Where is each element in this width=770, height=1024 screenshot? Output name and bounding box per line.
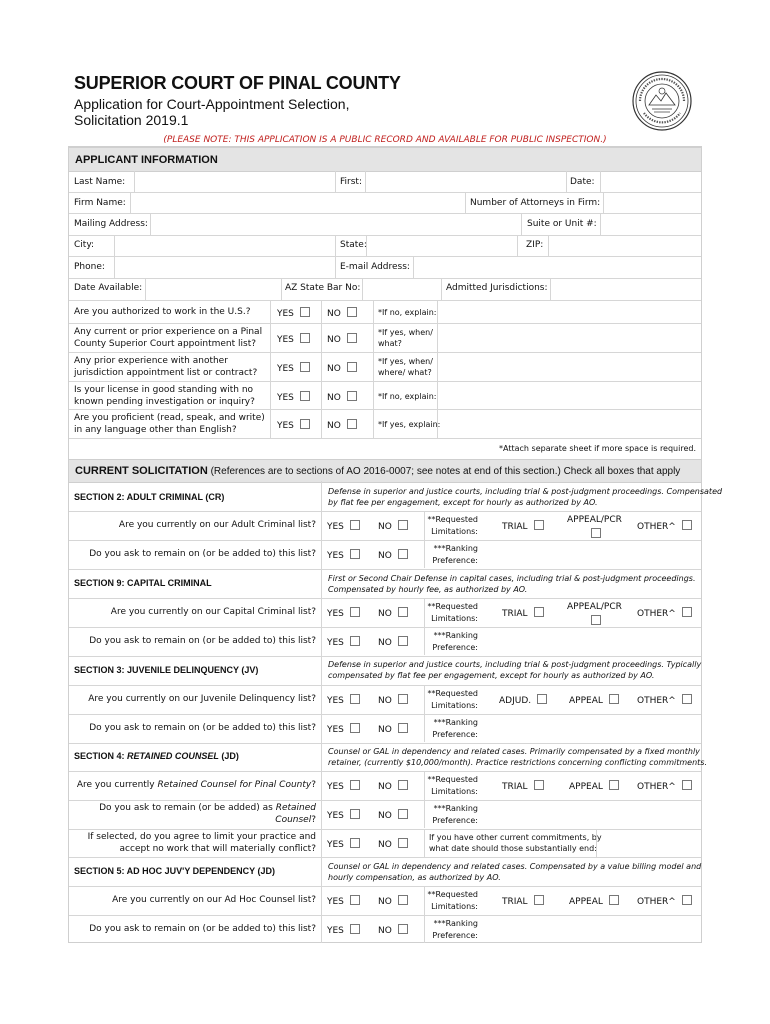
yes-option: YES	[327, 780, 360, 793]
section-3-remain-question: Do you ask to remain on (or be added to) this list?	[89, 723, 316, 733]
no-option: NO	[378, 549, 408, 562]
no-checkbox[interactable]	[347, 333, 357, 343]
requested-limitations-label-1: **Requested	[427, 775, 478, 784]
current-solicitation-header	[69, 459, 701, 483]
explain-note: *If yes, explain:	[378, 420, 441, 429]
section-3-title: SECTION 3: JUVENILE DELINQUENCY (JV)	[74, 665, 259, 675]
no-option: NO	[378, 809, 408, 822]
subtitle-line-1: Application for Court-Appointment Selection,	[74, 96, 350, 112]
section-9-remain-question: Do you ask to remain on (or be added to) this list?	[89, 636, 316, 646]
no-option: NO	[327, 307, 357, 320]
yes-checkbox[interactable]	[350, 924, 360, 934]
ranking-preference-label-2: Preference:	[432, 643, 478, 652]
appeal-pcr-option: APPEAL/PCR	[567, 602, 622, 612]
no-option: NO	[327, 419, 357, 432]
trial-option: TRIAL	[502, 895, 544, 908]
requested-limitations-label-2: Limitations:	[431, 614, 478, 623]
applicant-information-header	[69, 147, 701, 172]
no-checkbox[interactable]	[398, 520, 408, 530]
other-checkbox[interactable]	[682, 895, 692, 905]
date-available-field[interactable]	[145, 279, 282, 300]
no-checkbox[interactable]	[347, 391, 357, 401]
last-name-field[interactable]	[134, 171, 336, 192]
section-4-desc-line2: retainer, (currently $10,000/month). Practice restrictions concerning conflicting commitments.	[328, 758, 707, 767]
no-option: NO	[327, 391, 357, 404]
no-option: NO	[378, 838, 408, 851]
no-option: NO	[378, 520, 408, 533]
requested-limitations-label-2: Limitations:	[431, 701, 478, 710]
jurisdictions-label: Admitted Jurisdictions:	[446, 283, 548, 293]
explain-note-line1: *If yes, when/	[378, 328, 433, 337]
no-checkbox[interactable]	[398, 636, 408, 646]
requested-limitations-label-1: **Requested	[427, 515, 478, 524]
yes-option: YES	[327, 838, 360, 851]
no-checkbox[interactable]	[347, 419, 357, 429]
requested-limitations-label-1: **Requested	[427, 689, 478, 698]
other-checkbox[interactable]	[682, 607, 692, 617]
no-checkbox[interactable]	[398, 924, 408, 934]
trial-option: TRIAL	[502, 780, 544, 793]
public-record-notice: (PLEASE NOTE: THIS APPLICATION IS A PUBLIC RECORD AND AVAILABLE FOR PUBLIC INSPECTION.)	[163, 135, 607, 145]
yes-checkbox[interactable]	[300, 391, 310, 401]
no-checkbox[interactable]	[347, 362, 357, 372]
appeal-checkbox[interactable]	[609, 895, 619, 905]
yes-checkbox[interactable]	[300, 333, 310, 343]
section-5-desc-line1: Counsel or GAL in dependency and related cases. Compensated by a value billing model and	[328, 862, 702, 871]
no-option: NO	[378, 895, 408, 908]
yes-checkbox[interactable]	[350, 694, 360, 704]
yes-option: YES	[277, 362, 310, 375]
phone-label: Phone:	[74, 262, 105, 272]
explain-note: *If no, explain:	[378, 392, 437, 401]
yes-checkbox[interactable]	[350, 809, 360, 819]
first-name-field[interactable]	[365, 171, 567, 192]
section-5-desc-line2: hourly compensation, as authorized by AO.	[328, 873, 501, 882]
trial-option: TRIAL	[502, 607, 544, 620]
no-checkbox[interactable]	[398, 723, 408, 733]
explain-note-line1: *If yes, when/	[378, 357, 433, 366]
bar-number-label: AZ State Bar No:	[285, 283, 361, 293]
yes-option: YES	[327, 520, 360, 533]
section-4-remain-question-line1: Do you ask to remain (or be added) as Retained	[99, 803, 316, 813]
date-label: Date:	[570, 177, 595, 187]
question-other-jurisdiction-line2: jurisdiction appointment list or contract?	[74, 368, 258, 378]
date-field[interactable]	[600, 171, 702, 192]
yes-checkbox[interactable]	[300, 362, 310, 372]
appeal-option: APPEAL	[569, 694, 619, 707]
other-option: OTHER^	[637, 694, 692, 707]
question-language-line2: in any language other than English?	[74, 425, 237, 435]
yes-checkbox[interactable]	[350, 636, 360, 646]
other-checkbox[interactable]	[682, 694, 692, 704]
page-title: SUPERIOR COURT OF PINAL COUNTY	[74, 73, 401, 93]
jurisdictions-field[interactable]	[550, 279, 702, 300]
trial-checkbox[interactable]	[534, 780, 544, 790]
no-option: NO	[378, 607, 408, 620]
date-available-label: Date Available:	[74, 283, 143, 293]
mailing-address-label: Mailing Address:	[74, 219, 148, 229]
no-checkbox[interactable]	[398, 838, 408, 848]
section-2-remain-question: Do you ask to remain on (or be added to) this list?	[89, 549, 316, 559]
commitments-note-line2: what date should those substantially end:	[429, 844, 597, 853]
appeal-option: APPEAL	[569, 895, 619, 908]
question-license-standing-line2: known pending investigation or inquiry?	[74, 397, 255, 407]
zip-field[interactable]	[548, 236, 702, 256]
yes-checkbox[interactable]	[350, 607, 360, 617]
attach-sheet-note: *Attach separate sheet if more space is required.	[499, 444, 696, 453]
no-checkbox[interactable]	[398, 694, 408, 704]
no-option: NO	[378, 924, 408, 937]
suite-field[interactable]	[600, 214, 702, 235]
ranking-preference-label-1: ***Ranking	[433, 544, 478, 553]
yes-option: YES	[327, 723, 360, 736]
no-option: NO	[378, 636, 408, 649]
yes-option: YES	[277, 307, 310, 320]
section-4-title: SECTION 4: RETAINED COUNSEL (JD)	[74, 751, 239, 761]
suite-label: Suite or Unit #:	[527, 219, 597, 229]
trial-checkbox[interactable]	[534, 895, 544, 905]
yes-option: YES	[277, 391, 310, 404]
bar-number-field[interactable]	[362, 279, 442, 300]
no-option: NO	[327, 362, 357, 375]
section-4-limit-question-line1: If selected, do you agree to limit your practice and	[87, 832, 316, 842]
ranking-preference-label-1: ***Ranking	[433, 718, 478, 727]
question-other-jurisdiction-line1: Any prior experience with another	[74, 356, 228, 366]
section-3-current-question: Are you currently on our Juvenile Delinquency list?	[88, 694, 316, 704]
question-license-standing-line1: Is your license in good standing with no	[74, 385, 254, 395]
question-pinal-experience-line1: Any current or prior experience on a Pinal	[74, 327, 263, 337]
firm-name-label: Firm Name:	[74, 198, 126, 208]
commitments-note-line1: If you have other current commitments, by	[429, 833, 602, 842]
section-4-remain-question-line2: Counsel?	[275, 815, 316, 825]
email-label: E-mail Address:	[340, 262, 410, 272]
section-5-current-question: Are you currently on our Ad Hoc Counsel list?	[112, 895, 316, 905]
other-option: OTHER^	[637, 607, 692, 620]
section-2-title: SECTION 2: ADULT CRIMINAL (CR)	[74, 492, 225, 502]
yes-checkbox[interactable]	[350, 723, 360, 733]
solicitation-heading-group	[75, 465, 680, 477]
appeal-pcr-checkbox[interactable]	[591, 528, 601, 538]
adjudication-checkbox[interactable]	[537, 694, 547, 704]
first-name-label: First:	[340, 177, 362, 187]
city-label: City:	[74, 240, 95, 250]
yes-checkbox[interactable]	[350, 520, 360, 530]
section-2-desc-line1: Defense in superior and justice courts, including trial & post-judgment proceedings. Compensated	[328, 487, 723, 496]
ranking-preference-label-1: ***Ranking	[433, 631, 478, 640]
explain-note-line2: where/ what?	[378, 368, 432, 377]
yes-checkbox[interactable]	[350, 780, 360, 790]
appeal-pcr-option: APPEAL/PCR	[567, 515, 622, 525]
appeal-pcr-checkbox[interactable]	[591, 615, 601, 625]
page-subtitle	[74, 96, 494, 128]
requested-limitations-label-1: **Requested	[427, 602, 478, 611]
yes-checkbox[interactable]	[350, 895, 360, 905]
yes-option: YES	[277, 333, 310, 346]
trial-checkbox[interactable]	[534, 520, 544, 530]
no-checkbox[interactable]	[398, 780, 408, 790]
other-checkbox[interactable]	[682, 780, 692, 790]
question-language-line1: Are you proficient (read, speak, and write)	[74, 413, 265, 423]
arizona-seal-icon	[632, 71, 692, 131]
yes-option: YES	[327, 924, 360, 937]
ranking-preference-label-1: ***Ranking	[433, 804, 478, 813]
section-3-desc-line2: compensated by flat fee per engagement, except for hourly as authorized by AO.	[328, 671, 655, 680]
appeal-option: APPEAL	[569, 780, 619, 793]
other-checkbox[interactable]	[682, 520, 692, 530]
requested-limitations-label-2: Limitations:	[431, 527, 478, 536]
mailing-address-field[interactable]	[150, 214, 522, 235]
applicant-heading: APPLICANT INFORMATION	[75, 154, 218, 166]
section-9-desc-line2: Compensated by hourly fee, as authorized by AO.	[328, 585, 528, 594]
yes-option: YES	[327, 607, 360, 620]
city-field[interactable]	[114, 236, 336, 256]
trial-checkbox[interactable]	[534, 607, 544, 617]
section-9-desc-line1: First or Second Chair Defense in capital cases, including trial & post-judgment proceedings.	[328, 574, 696, 583]
attorneys-label: Number of Attorneys in Firm:	[470, 198, 601, 208]
explain-note: *If no, explain:	[378, 308, 437, 317]
question-pinal-experience-line2: County Superior Court appointment list?	[74, 339, 257, 349]
section-4-limit-question-line2: accept no work that will materially conflict?	[119, 844, 316, 854]
trial-option: TRIAL	[502, 520, 544, 533]
section-2-desc-line2: by flat fee per engagement, except for hourly as authorized by AO.	[328, 498, 598, 507]
requested-limitations-label-2: Limitations:	[431, 787, 478, 796]
no-checkbox[interactable]	[398, 895, 408, 905]
no-checkbox[interactable]	[398, 607, 408, 617]
no-option: NO	[378, 694, 408, 707]
section-9-current-question: Are you currently on our Capital Criminal list?	[110, 607, 316, 617]
section-2-current-question: Are you currently on our Adult Criminal list?	[118, 520, 316, 530]
zip-label: ZIP:	[526, 240, 544, 250]
yes-option: YES	[327, 895, 360, 908]
solicitation-heading-note: (References are to sections of AO 2016-0007; see notes at end of this section.) Check all boxes that apply	[207, 466, 681, 477]
appeal-checkbox[interactable]	[609, 694, 619, 704]
no-option: NO	[378, 723, 408, 736]
section-3-desc-line1: Defense in superior and justice courts, including trial & post-judgment proceedings. Typically	[328, 660, 702, 669]
ranking-preference-label-2: Preference:	[432, 931, 478, 940]
state-label: State:	[340, 240, 367, 250]
email-field[interactable]	[413, 257, 702, 278]
no-option: NO	[378, 780, 408, 793]
no-checkbox[interactable]	[347, 307, 357, 317]
section-5-remain-question: Do you ask to remain on (or be added to) this list?	[89, 924, 316, 934]
phone-field[interactable]	[114, 257, 336, 278]
other-option: OTHER^	[637, 895, 692, 908]
ranking-preference-label-2: Preference:	[432, 730, 478, 739]
attorneys-field[interactable]	[603, 193, 702, 213]
adjudication-option: ADJUD.	[499, 694, 547, 707]
solicitation-heading: CURRENT SOLICITATION	[75, 465, 208, 477]
section-5-title: SECTION 5: AD HOC JUV'Y DEPENDENCY (JD)	[74, 866, 276, 876]
yes-option: YES	[327, 549, 360, 562]
yes-checkbox[interactable]	[350, 838, 360, 848]
section-9-title: SECTION 9: CAPITAL CRIMINAL	[74, 578, 212, 588]
explain-note-line2: what?	[378, 339, 402, 348]
no-checkbox[interactable]	[398, 809, 408, 819]
requested-limitations-label-1: **Requested	[427, 890, 478, 899]
state-field[interactable]	[366, 236, 518, 256]
section-4-current-question: Are you currently Retained Counsel for Pinal County?	[76, 780, 316, 790]
commitments-end-date-field[interactable]	[597, 830, 701, 857]
last-name-label: Last Name:	[74, 177, 126, 187]
subtitle-line-2: Solicitation 2019.1	[74, 112, 189, 128]
no-option: NO	[327, 333, 357, 346]
question-work-authorization: Are you authorized to work in the U.S.?	[74, 307, 251, 317]
yes-option: YES	[327, 809, 360, 822]
firm-name-field[interactable]	[130, 193, 466, 213]
section-4-desc-line1: Counsel or GAL in dependency and related cases. Primarily compensated by a fixed monthly	[328, 747, 700, 756]
other-option: OTHER^	[637, 520, 692, 533]
other-option: OTHER^	[637, 780, 692, 793]
yes-checkbox[interactable]	[300, 419, 310, 429]
ranking-preference-label-1: ***Ranking	[433, 919, 478, 928]
requested-limitations-label-2: Limitations:	[431, 902, 478, 911]
yes-checkbox[interactable]	[300, 307, 310, 317]
no-checkbox[interactable]	[398, 549, 408, 559]
yes-option: YES	[277, 419, 310, 432]
ranking-preference-label-2: Preference:	[432, 816, 478, 825]
appeal-checkbox[interactable]	[609, 780, 619, 790]
ranking-preference-label-2: Preference:	[432, 556, 478, 565]
yes-option: YES	[327, 694, 360, 707]
yes-checkbox[interactable]	[350, 549, 360, 559]
yes-option: YES	[327, 636, 360, 649]
